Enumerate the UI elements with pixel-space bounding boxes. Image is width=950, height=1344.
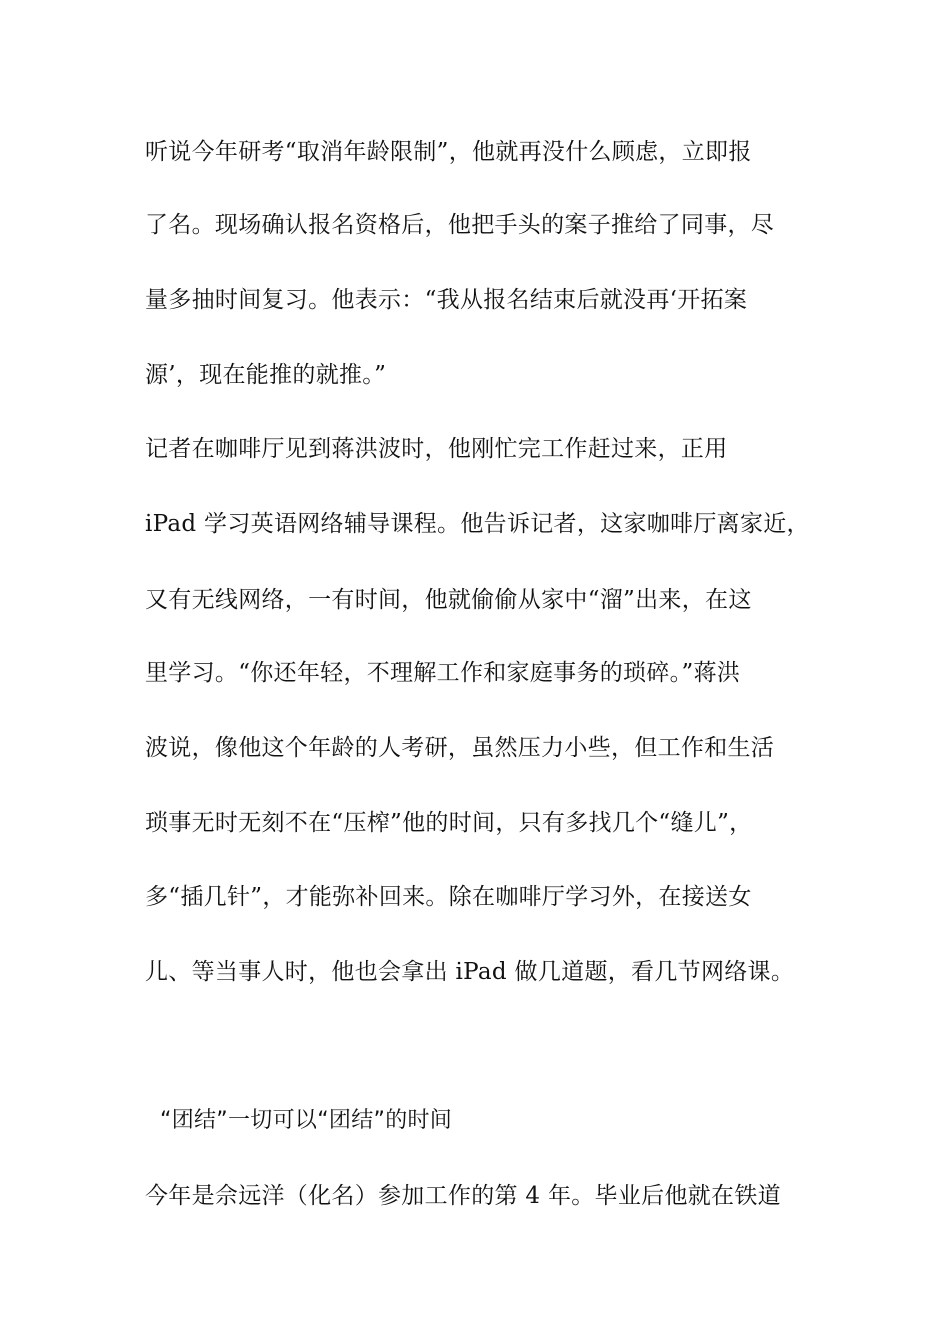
paragraph-2-line-8: 儿、等当事人时，他也会拿出 iPad 做几道题，看几节网络课。 xyxy=(145,959,795,985)
paragraph-2-line-3: 又有无线网络，一有时间，他就偷偷从家中“溜”出来，在这 xyxy=(145,587,752,613)
paragraph-1-line-1: 听说今年研考“取消年龄限制”，他就再没什么顾虑，立即报 xyxy=(145,139,752,165)
paragraph-2-line-4: 里学习。“你还年轻，不理解工作和家庭事务的琐碎。”蒋洪 xyxy=(145,660,741,686)
paragraph-3-line-1: 今年是佘远洋（化名）参加工作的第 4 年。毕业后他就在铁道 xyxy=(145,1183,781,1209)
paragraph-1-line-4: 源’，现在能推的就推。” xyxy=(145,362,387,388)
paragraph-2-line-6: 琐事无时无刻不在“压榨”他的时间，只有多找几个“缝儿”， xyxy=(145,810,753,836)
paragraph-1-line-2: 了名。现场确认报名资格后，他把手头的案子推给了同事，尽 xyxy=(145,212,775,238)
paragraph-1-line-3: 量多抽时间复习。他表示：“我从报名结束后就没再‘开拓案 xyxy=(145,287,748,313)
paragraph-2-line-7: 多“插几针”，才能弥补回来。除在咖啡厅学习外，在接送女 xyxy=(145,884,752,910)
paragraph-2-line-2: iPad 学习英语网络辅导课程。他告诉记者，这家咖啡厅离家近， xyxy=(145,511,810,537)
section-heading: “团结”一切可以“团结”的时间 xyxy=(160,1108,453,1133)
paragraph-2-line-5: 波说，像他这个年龄的人考研，虽然压力小些，但工作和生活 xyxy=(145,735,775,761)
paragraph-2-line-1: 记者在咖啡厅见到蒋洪波时，他刚忙完工作赶过来，正用 xyxy=(145,436,728,462)
